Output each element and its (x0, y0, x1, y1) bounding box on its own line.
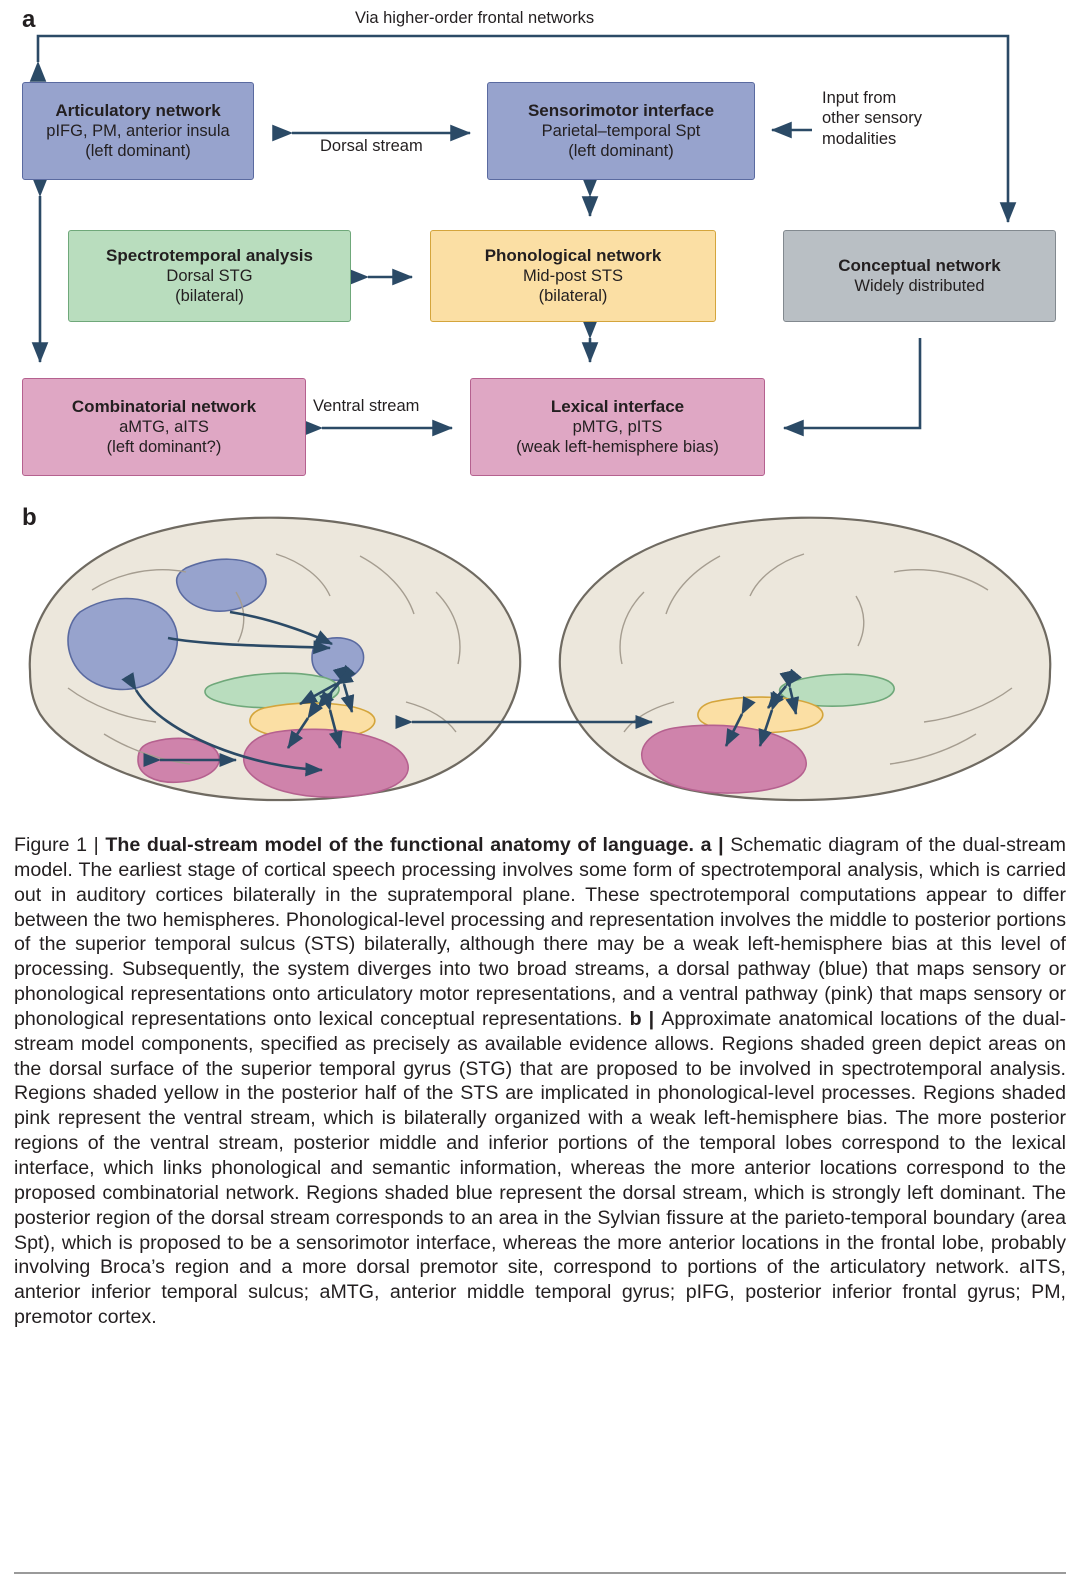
panel-b-letter: b (22, 504, 37, 531)
node-note: (bilateral) (175, 287, 244, 306)
node-title: Lexical interface (550, 396, 685, 416)
node-phonological-network (430, 230, 716, 322)
node-title: Conceptual network (838, 255, 1001, 275)
left-spt-region (312, 638, 364, 680)
node-title: Sensorimotor interface (527, 100, 715, 120)
label-dorsal-stream: Dorsal stream (320, 137, 423, 155)
panel-b-brain-diagram (0, 496, 1080, 826)
node-subtitle: pMTG, pITS (572, 418, 663, 437)
node-spectrotemporal-analysis (68, 230, 351, 322)
node-title: Combinatorial network (71, 396, 257, 416)
label-line-3: modalities (822, 129, 897, 148)
label-ventral-stream: Ventral stream (313, 397, 420, 415)
node-note: (left dominant?) (106, 438, 222, 457)
node-subtitle: Parietal–temporal Spt (541, 122, 701, 141)
caption-body-1: Schematic diagram of the dual-stream model. The earliest stage of cortical speech processing involves some form of spectrotemporal analysis, which is carried out in auditory cortices bilaterally in the supratemporal plane. These spectrotemporal computations appear to differ between the two hemispheres. Phonological-level processing and representation involves the middle to posterior portions of the superior temporal sulcus (STS) bilaterally, although there may be a weak left-hemisphere bias at this level of processing. Subsequently, the system diverges into two broad streams, a dorsal pathway (blue) that maps sensory or phonological representations onto articulatory motor representations, and a ventral pathway (pink) that maps sensory or phonological representations onto lexical conceptual representations. (14, 834, 1066, 1030)
node-subtitle: Dorsal STG (166, 267, 253, 286)
caption-b-label: b | (629, 1007, 662, 1030)
node-subtitle: Widely distributed (854, 277, 985, 296)
caption-body-2: Approximate anatomical locations of the dual-stream model components, specified as precisely as available evidence allows. Regions shaded green depict areas on the dorsal surface of the superior temporal gyrus (STG) that are proposed to be involved in spectrotemporal analysis. Regions shaded yellow in the posterior half of the STS are implicated in phonological-level processes. Regions shaded pink represent the ventral stream, which is bilaterally organized with a weak left-hemisphere bias. The more posterior regions of the ventral stream, posterior middle and inferior portions of the temporal lobes correspond to the lexical interface, which links phonological and semantic information, whereas the more anterior locations correspond to the proposed combinatorial network. Regions shaded blue represent the dorsal stream, which is strongly left dominant. The posterior region of the dorsal stream corresponds to an area in the Sylvian fissure at the parieto-temporal boundary (area Spt), which is proposed to be a sensorimotor interface, whereas the more anterior locations in the frontal lobe, probably involving Broca’s region and a more dorsal premotor site, correspond to portions of the articulatory network. aITS, anterior inferior temporal sulcus; aMTG, anterior middle temporal gyrus; pIFG, posterior inferior frontal gyrus; PM, premotor cortex. (14, 1007, 1066, 1329)
node-note: (left dominant) (85, 142, 191, 161)
node-subtitle: pIFG, PM, anterior insula (46, 122, 230, 141)
panel-a (0, 0, 1080, 496)
node-note: (weak left-hemisphere bias) (516, 438, 719, 457)
label-input-other-modalities (822, 88, 922, 149)
node-title: Spectrotemporal analysis (106, 245, 313, 265)
label-line-1: Input from (822, 89, 897, 107)
bottom-rule (14, 1572, 1066, 1574)
node-conceptual-network (783, 230, 1056, 322)
node-lexical-interface (470, 378, 765, 476)
node-title: Articulatory network (55, 100, 221, 120)
node-combinatorial-network (22, 378, 306, 476)
left-hemisphere (30, 518, 520, 800)
node-title: Phonological network (484, 245, 662, 265)
label-higher-order-frontal-networks: Via higher-order frontal networks (355, 9, 595, 27)
node-note: (bilateral) (538, 287, 608, 306)
caption-title: The dual-stream model of the functional anatomy of language. a | (105, 834, 731, 856)
brain-schematic-svg (0, 496, 1080, 826)
label-line-2: other sensory (822, 109, 922, 128)
node-articulatory-network (22, 82, 254, 180)
right-hemisphere (560, 518, 1050, 800)
node-note: (left dominant) (568, 142, 674, 161)
left-pifg-region (68, 599, 177, 690)
node-sensorimotor-interface (487, 82, 755, 180)
caption-figure-label: Figure 1 | (14, 834, 106, 856)
node-subtitle: aMTG, aITS (119, 418, 209, 437)
node-subtitle: Mid-post STS (523, 267, 623, 286)
figure-caption (14, 833, 1066, 1330)
panel-a-letter: a (22, 6, 36, 33)
